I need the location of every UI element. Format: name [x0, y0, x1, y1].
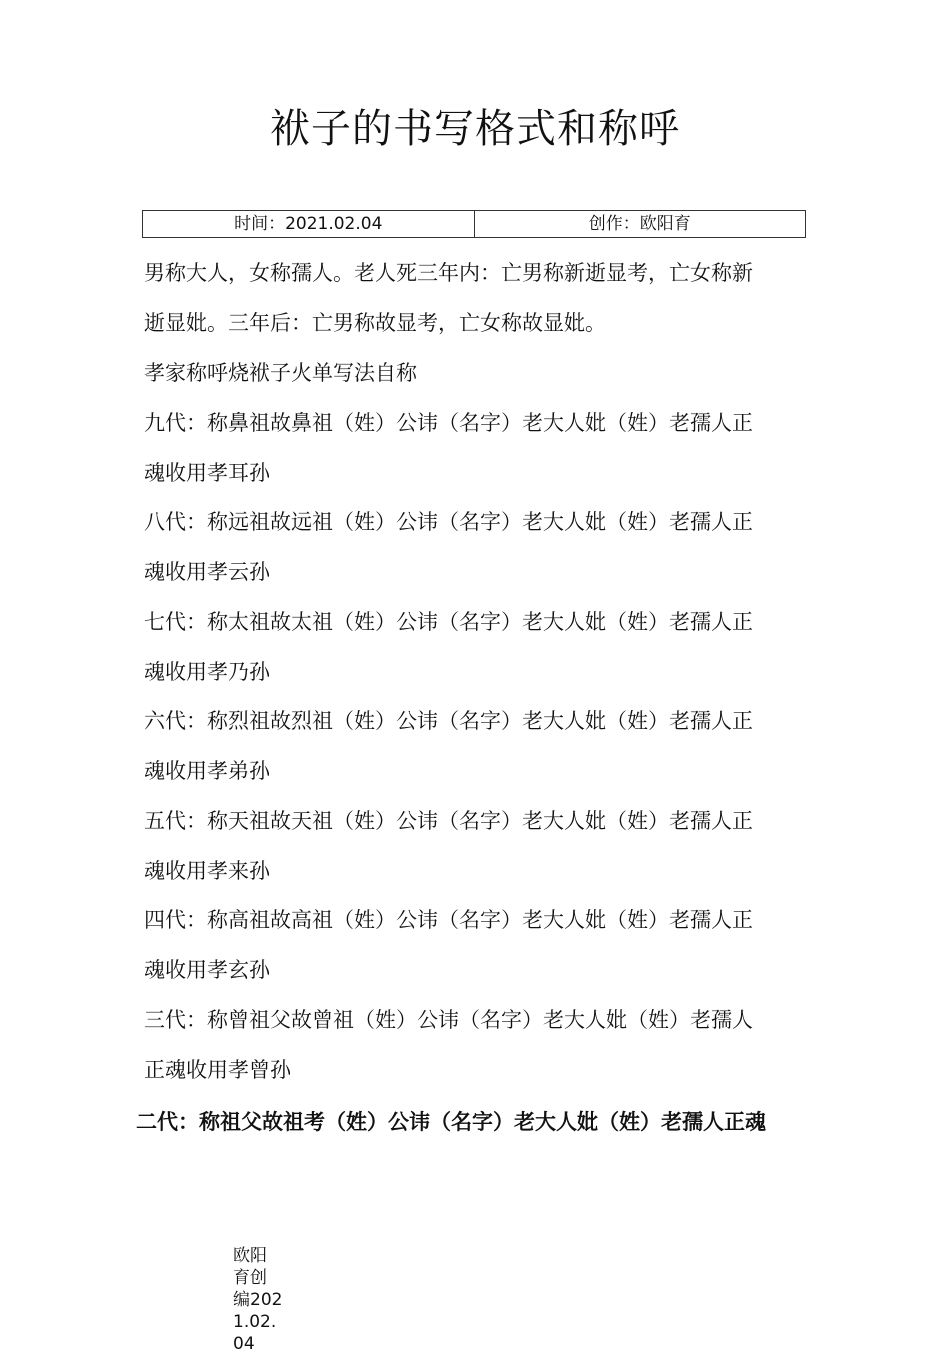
- meta-time: 时间：2021.02.04: [234, 214, 383, 234]
- body-line: 魂收用孝玄孙: [144, 958, 270, 982]
- body-line: 魂收用孝乃孙: [144, 660, 270, 684]
- body-line: 六代：称烈祖故烈祖（姓）公讳（名字）老大人妣（姓）老孺人正: [144, 709, 753, 733]
- body-line: 七代：称太祖故太祖（姓）公讳（名字）老大人妣（姓）老孺人正: [144, 610, 753, 634]
- body-line: 正魂收用孝曾孙: [144, 1058, 291, 1082]
- document-title: 袱子的书写格式和称呼: [270, 106, 680, 152]
- body-line: 孝家称呼烧袱子火单写法自称: [144, 361, 417, 385]
- meta-table: [142, 210, 806, 238]
- body-line: 九代：称鼻祖故鼻祖（姓）公讳（名字）老大人妣（姓）老孺人正: [144, 411, 753, 435]
- body-line: 四代：称高祖故高祖（姓）公讳（名字）老大人妣（姓）老孺人正: [144, 908, 753, 932]
- body-line: 男称大人，女称孺人。老人死三年内：亡男称新逝显考，亡女称新: [144, 261, 753, 285]
- body-line: 魂收用孝耳孙: [144, 461, 270, 485]
- body-line: 五代：称天祖故天祖（姓）公讳（名字）老大人妣（姓）老孺人正: [144, 809, 753, 833]
- body-line: 逝显妣。三年后：亡男称故显考，亡女称故显妣。: [144, 311, 606, 335]
- body-line: 三代：称曾祖父故曾祖（姓）公讳（名字）老大人妣（姓）老孺人: [144, 1008, 753, 1032]
- body-line: 魂收用孝云孙: [144, 560, 270, 584]
- body-line: 魂收用孝来孙: [144, 859, 270, 883]
- meta-author: 创作：欧阳育: [474, 211, 806, 237]
- footer-note: 欧阳育创编2021.02.04: [233, 1246, 283, 1354]
- bold-body-line: 二代：称祖父故祖考（姓）公讳（名字）老大人妣（姓）老孺人正魂: [136, 1110, 766, 1134]
- body-line: 魂收用孝弟孙: [144, 759, 270, 783]
- body-line: 八代：称远祖故远祖（姓）公讳（名字）老大人妣（姓）老孺人正: [144, 510, 753, 534]
